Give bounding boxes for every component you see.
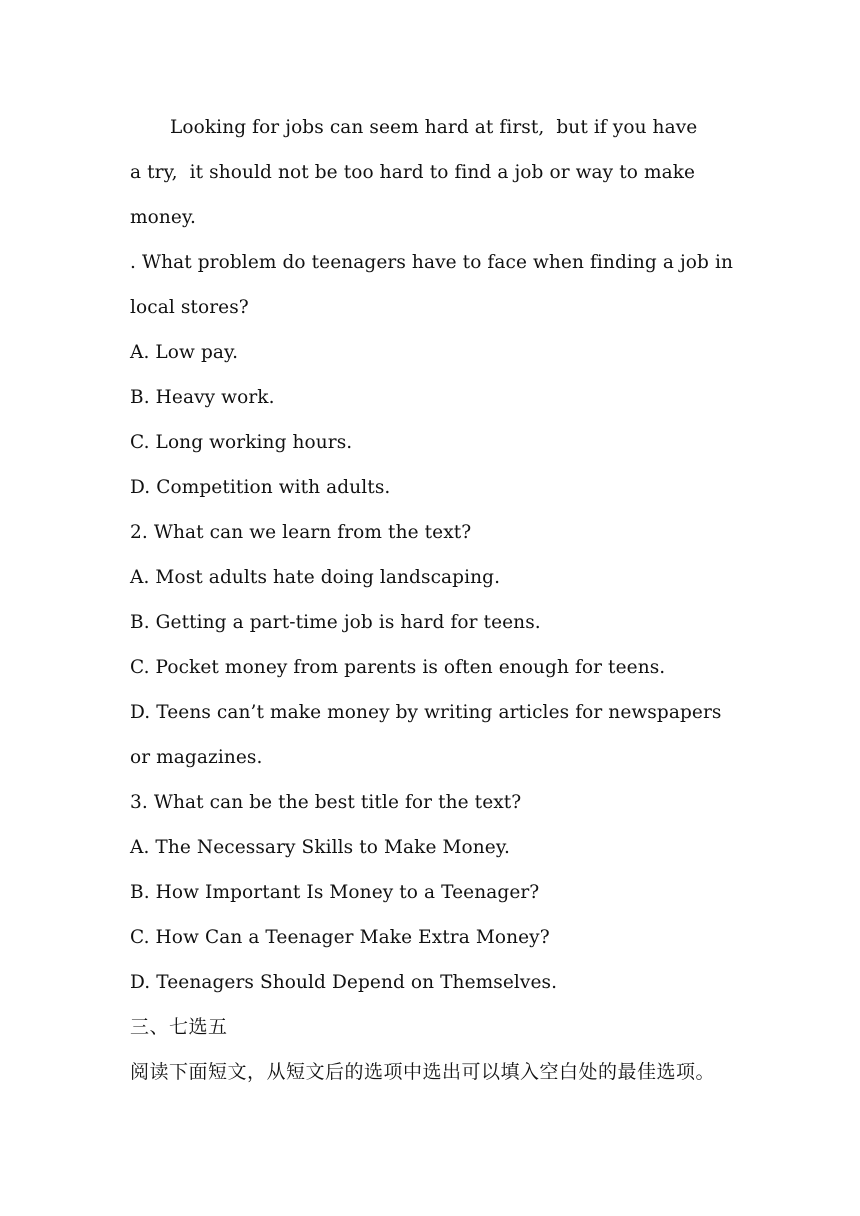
question-1-stem: local stores?	[130, 297, 249, 318]
section-instruction: 阅读下面短文，从短文后的选项中选出可以填入空白处的最佳选项。	[130, 1061, 716, 1083]
question-1-option-d: D. Competition with adults.	[130, 477, 391, 498]
question-3-option-b: B. How Important Is Money to a Teenager?	[130, 882, 540, 903]
question-1-option-b: B. Heavy work.	[130, 387, 275, 408]
question-3-stem: 3. What can be the best title for the text?	[130, 792, 522, 813]
passage-line: money.	[130, 207, 197, 228]
question-2-option-a: A. Most adults hate doing landscaping.	[130, 567, 501, 588]
question-2-option-c: C. Pocket money from parents is often enough for teens.	[130, 657, 666, 678]
question-2-stem: 2. What can we learn from the text?	[130, 522, 472, 543]
passage-line: a try, it should not be too hard to find a job or way to make	[130, 162, 696, 183]
question-3-option-a: A. The Necessary Skills to Make Money.	[130, 837, 510, 858]
question-1-option-a: A. Low pay.	[130, 342, 239, 363]
passage-line: Looking for jobs can seem hard at first, but if you have	[170, 117, 698, 138]
question-2-option-d: D. Teens can’t make money by writing articles for newspapers	[130, 702, 722, 723]
question-1-stem: . What problem do teenagers have to face when finding a job in	[130, 252, 733, 273]
question-3-option-c: C. How Can a Teenager Make Extra Money?	[130, 927, 550, 948]
question-3-option-d: D. Teenagers Should Depend on Themselves.	[130, 972, 558, 993]
question-2-option-d-continued: or magazines.	[130, 747, 263, 768]
question-1-option-c: C. Long working hours.	[130, 432, 353, 453]
question-2-option-b: B. Getting a part-time job is hard for teens.	[130, 612, 541, 633]
section-heading: 三、七选五	[130, 1016, 228, 1038]
document-body	[130, 105, 735, 1095]
